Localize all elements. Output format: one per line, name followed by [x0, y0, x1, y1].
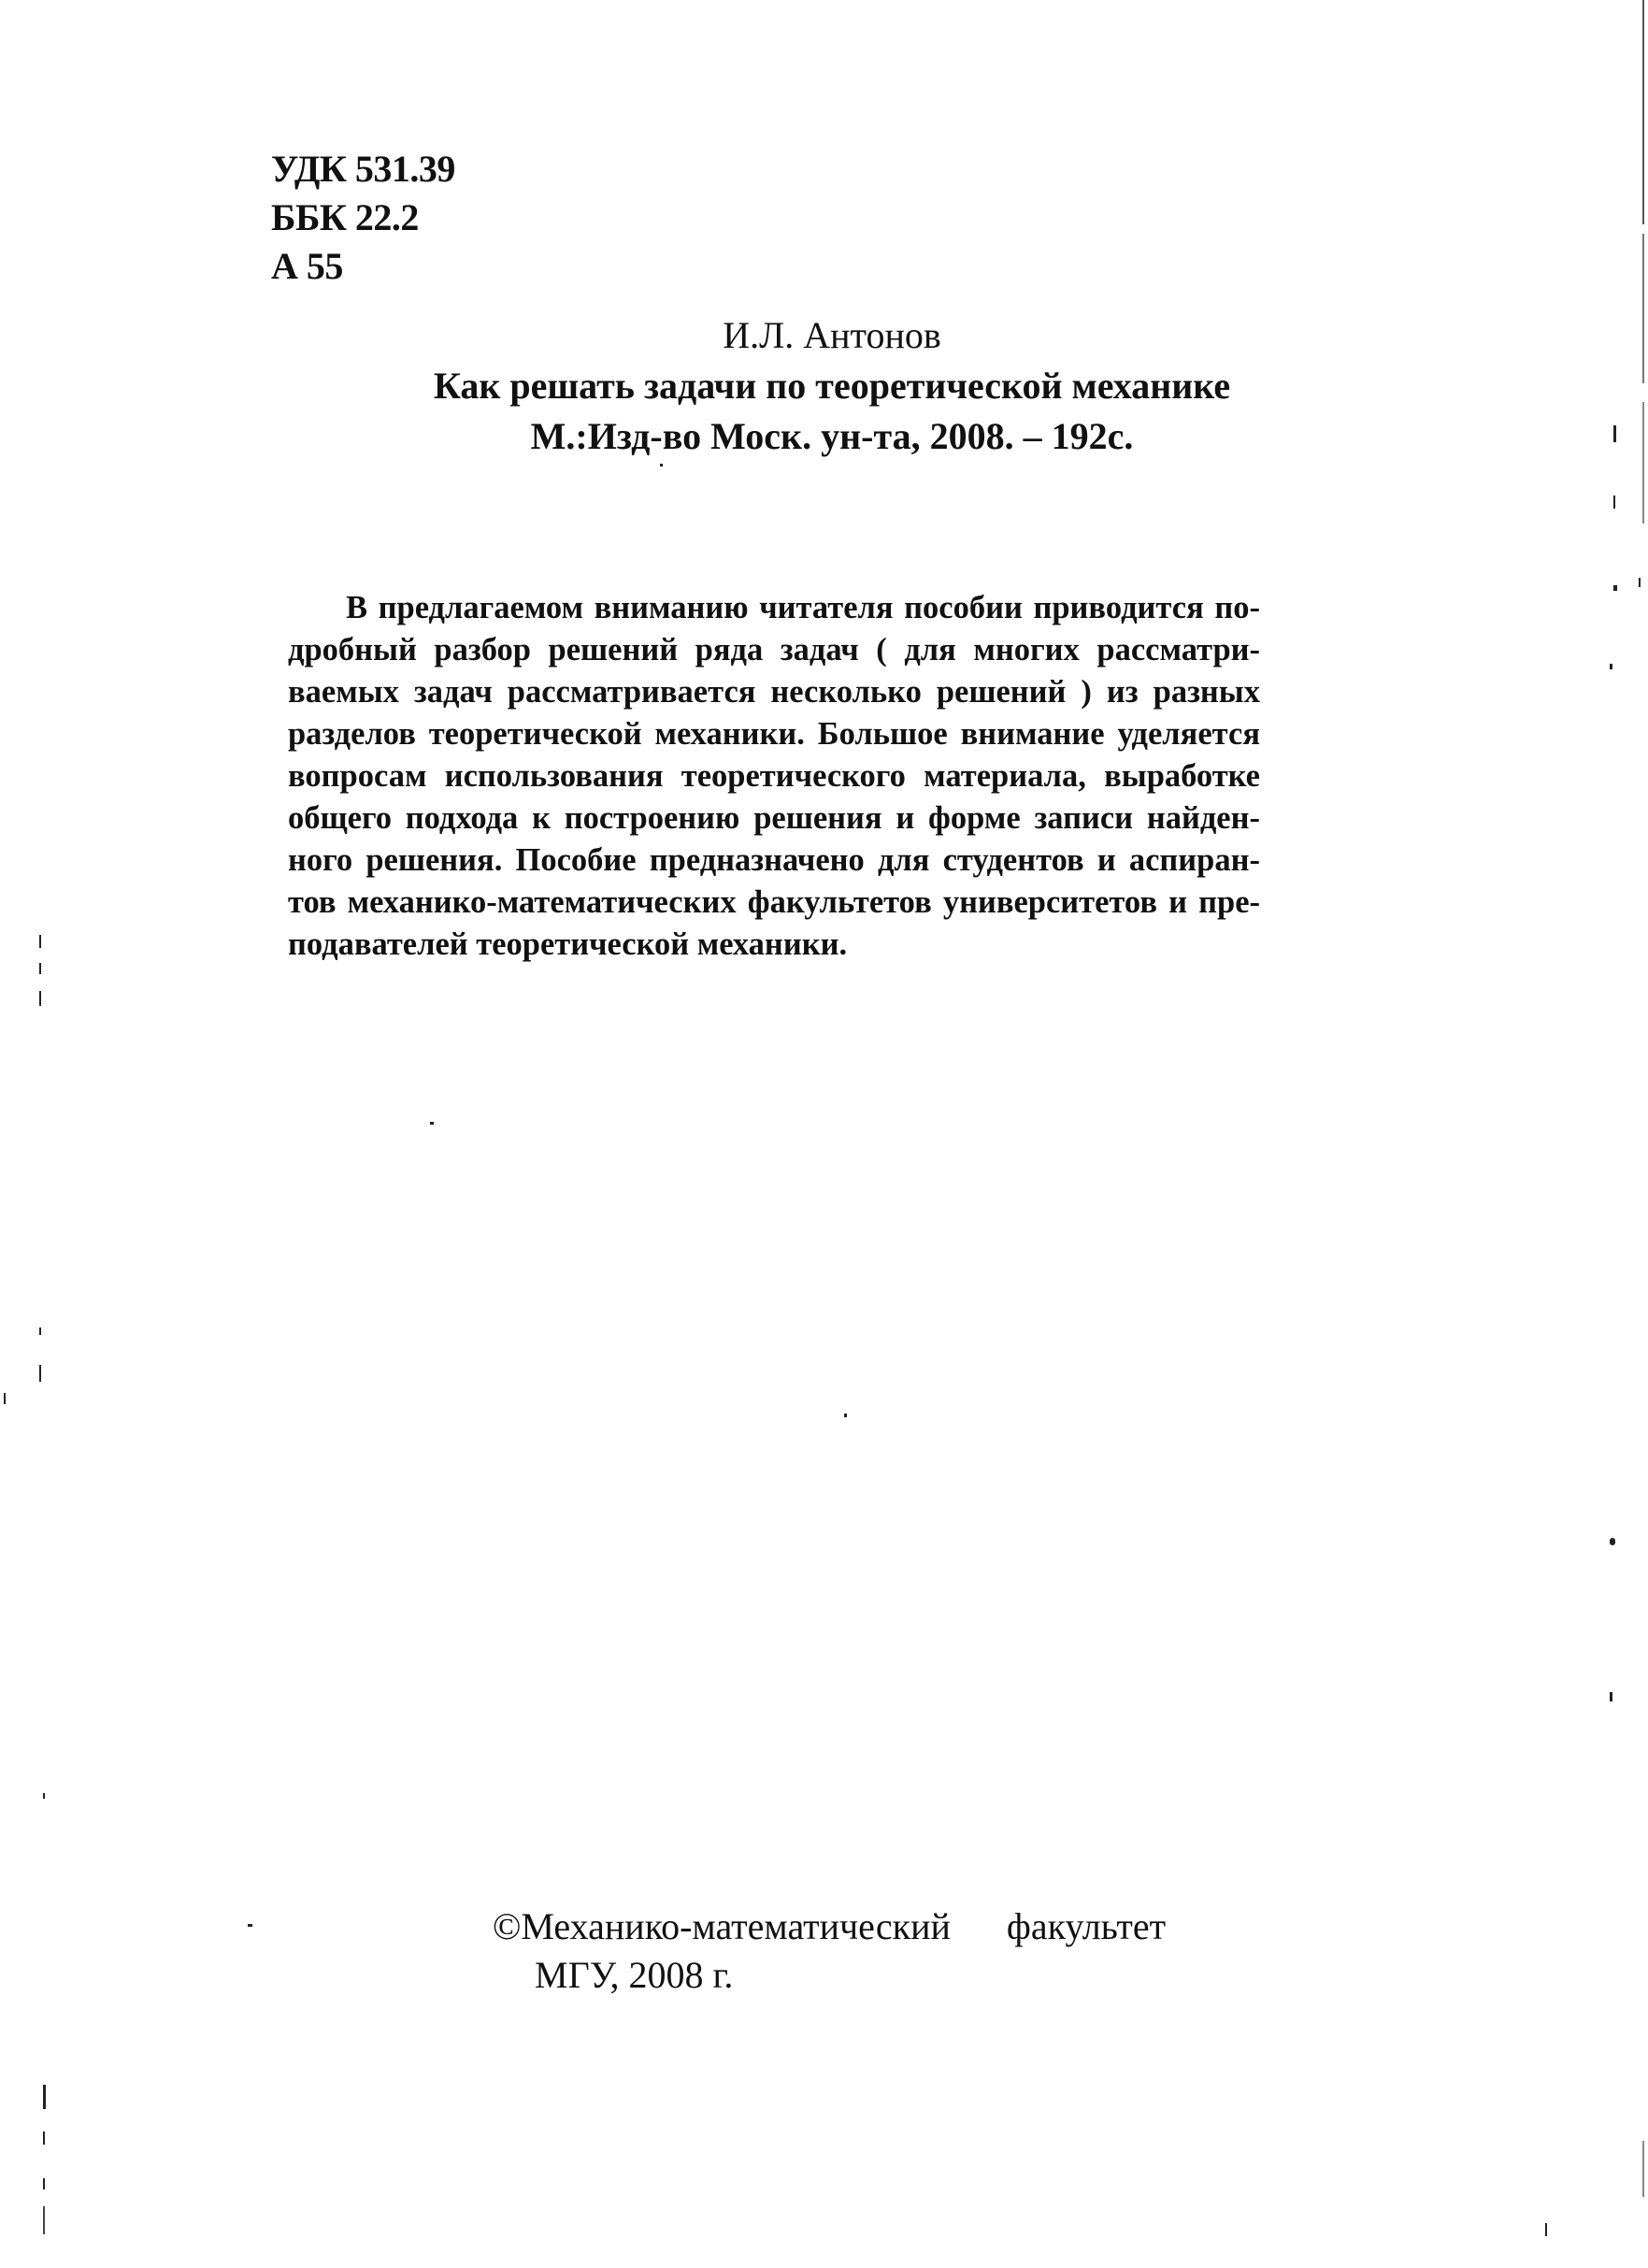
abstract-line: ваемых задач рассматривается несколько решений ) из разных	[288, 674, 1260, 710]
udk-code: УДК 531.39	[271, 148, 455, 190]
copyright-holder-part1: ©Механико-математический	[493, 1905, 951, 1947]
scan-speck	[4, 1393, 6, 1404]
scan-speck	[43, 2132, 45, 2145]
scan-speck	[39, 935, 41, 948]
scan-speck	[1613, 585, 1617, 591]
abstract-line: ного решения. Пособие предназначено для студентов и аспиран-	[288, 842, 1260, 878]
abstract-paragraph	[288, 587, 1260, 966]
scan-speck	[1639, 578, 1641, 587]
scan-speck	[660, 464, 663, 467]
scan-speck	[39, 991, 41, 1006]
scan-speck	[844, 1414, 847, 1417]
bbk-code: ББК 22.2	[271, 196, 419, 238]
copyright-holder-line	[493, 1902, 1166, 1951]
scan-speck	[43, 1793, 45, 1799]
scan-speck	[1613, 425, 1616, 442]
scan-speck	[1642, 2141, 1644, 2197]
bibliographic-header	[327, 310, 1337, 462]
scan-speck	[1545, 2223, 1547, 2236]
abstract-line: подавателей теоретической механики.	[288, 926, 848, 962]
abstract-line: В предлагаемом вниманию читателя пособии приводится по-	[346, 590, 1260, 625]
abstract-line: тов механико-математических факультетов университетов и пре-	[288, 884, 1260, 920]
scan-speck	[1610, 1538, 1615, 1545]
scan-speck	[1642, 402, 1644, 524]
abstract-line: дробный разбор решений ряда задач ( для многих рассматри-	[288, 632, 1260, 667]
scan-speck	[1610, 1692, 1612, 1701]
scan-speck	[39, 1365, 41, 1382]
classification-codes	[271, 145, 455, 291]
author-name: И.Л. Антонов	[723, 314, 941, 356]
scan-speck	[43, 2178, 45, 2189]
scan-speck	[43, 2085, 46, 2109]
scan-speck	[1642, 234, 1644, 383]
copyright-year-line: МГУ, 2008 г.	[535, 1954, 734, 1996]
abstract-line: общего подхода к построению решения и форме записи найден-	[288, 800, 1260, 836]
scan-speck	[430, 1122, 434, 1125]
scan-speck	[39, 1328, 41, 1335]
imprint-line: М.:Изд-во Моск. ун-та, 2008. – 192с.	[530, 415, 1134, 457]
author-mark: А 55	[271, 245, 343, 287]
copyright-holder-part2: факультет	[1006, 1905, 1167, 1947]
abstract-line: вопросам использования теоретического материала, выработке	[288, 758, 1260, 794]
scan-speck	[1613, 495, 1615, 509]
book-title: Как решать задачи по теоретической механике	[433, 365, 1231, 407]
abstract-line: разделов теоретической механики. Большое внимание уделяется	[288, 716, 1260, 752]
scan-speck	[1642, 0, 1644, 224]
scan-speck	[39, 963, 41, 974]
scan-speck	[248, 1924, 252, 1927]
scan-speck	[43, 2206, 45, 2234]
copyright-notice	[493, 1902, 1166, 2000]
scan-speck	[1610, 664, 1612, 669]
